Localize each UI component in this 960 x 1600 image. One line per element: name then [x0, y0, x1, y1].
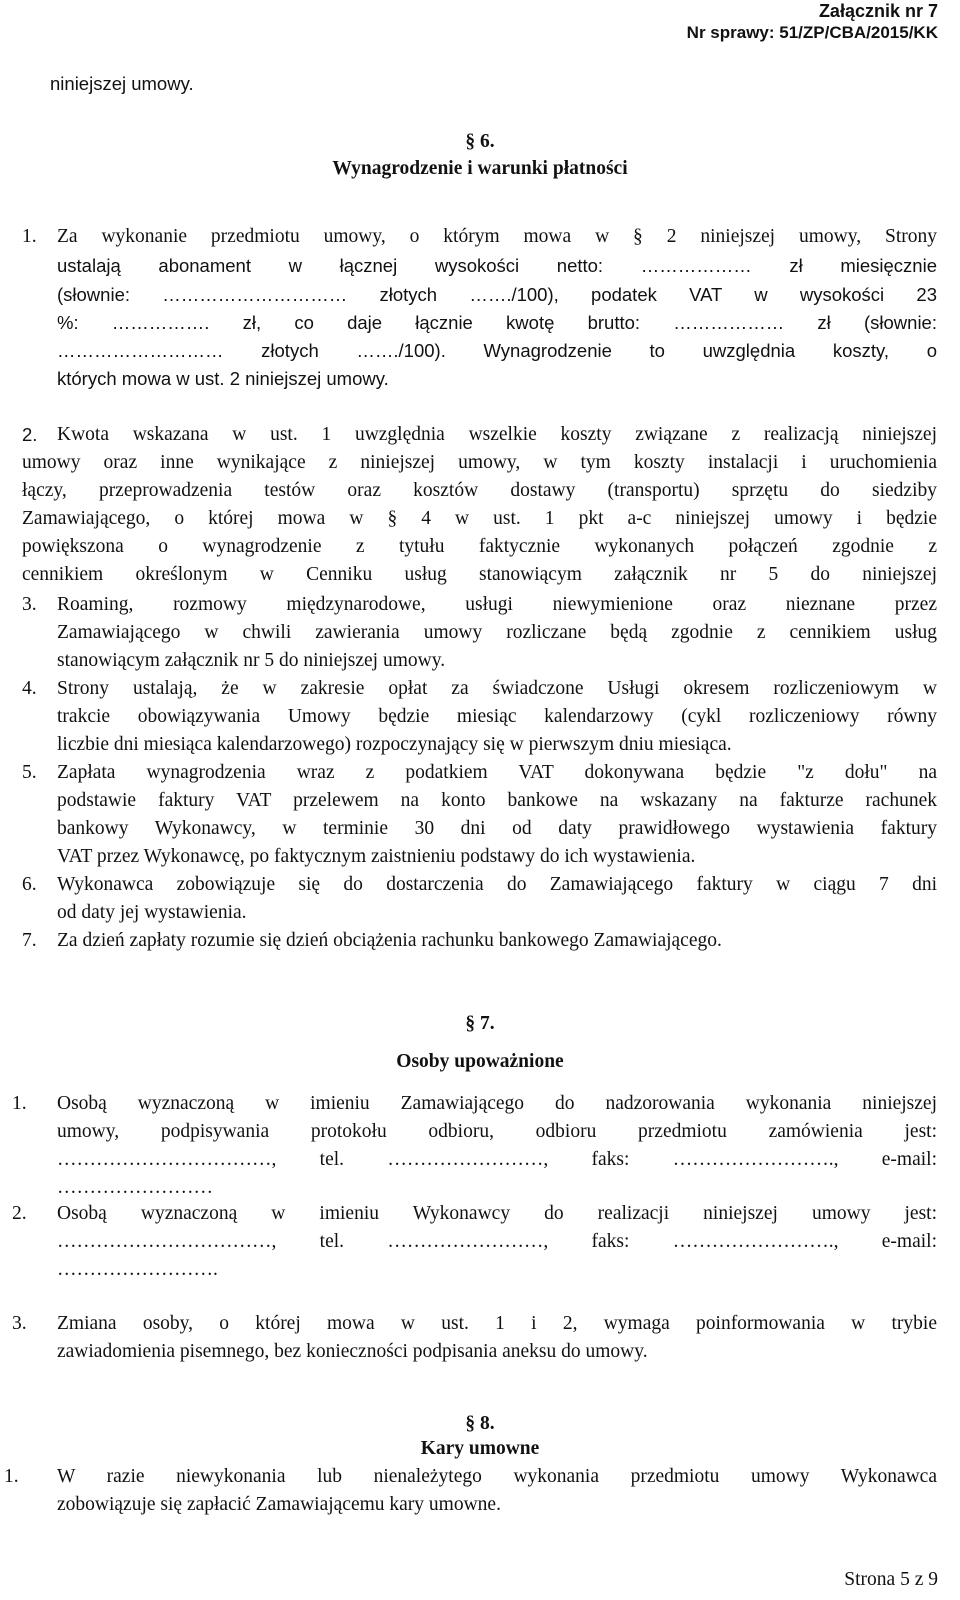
attachment-label: Załącznik nr 7: [818, 1, 938, 21]
section-7-title: Osoby upoważnione: [396, 1051, 564, 1072]
s6-item-5-number: 5.: [22, 762, 37, 783]
s7-item-1-number: 1.: [12, 1093, 27, 1114]
s6-line: cennikiem określonym w Cenniku usług stanowiącym załącznik nr 5 do niniejszej: [22, 564, 937, 585]
s6-line: od daty jej wystawienia.: [57, 902, 247, 923]
s6-line: (słownie: ………………………… złotych ……./100), podatek VAT w wysokości 23: [57, 284, 937, 305]
s7-item-2-number: 2.: [12, 1203, 27, 1224]
s8-line: W razie niewykonania lub nienależytego wykonania przedmiotu umowy Wykonawca: [57, 1466, 937, 1487]
s6-line: podstawie faktury VAT przelewem na konto bankowe na wskazany na fakturze rachunek: [57, 790, 937, 811]
s6-line: Zamawiającego, o której mowa w § 4 w ust. 1 pkt a-c niniejszej umowy i będzie: [22, 508, 937, 529]
s7-line: Zmiana osoby, o której mowa w ust. 1 i 2, wymaga poinformowania w trybie: [57, 1313, 937, 1334]
s7-line: ……………………: [57, 1177, 213, 1198]
s6-line: których mowa w ust. 2 niniejszej umowy.: [57, 368, 389, 389]
s6-line: Strony ustalają, że w zakresie opłat za świadczone Usługi okresem rozliczeniowym w: [57, 678, 937, 699]
s6-line: ustalają abonament w łącznej wysokości netto: ……………… zł miesięcznie: [57, 255, 937, 276]
s6-line: umowy oraz inne wynikające z niniejszej umowy, w tym koszty instalacji i uruchomienia: [22, 452, 937, 473]
section-7-number: § 7.: [465, 1013, 495, 1034]
s6-line: powiększona o wynagrodzenie z tytułu faktycznie wykonanych połączeń zgodnie z: [22, 536, 937, 557]
section-6-number: § 6.: [465, 131, 495, 152]
s7-item-3-number: 3.: [12, 1313, 27, 1334]
s6-item-2-number: 2.: [22, 424, 38, 445]
case-number: Nr sprawy: 51/ZP/CBA/2015/KK: [686, 23, 938, 42]
section-6-title: Wynagrodzenie i warunki płatności: [332, 158, 628, 179]
s7-line: ……………………………, tel. ……………………, faks: ……………………., e-mail:: [57, 1231, 937, 1252]
s6-line: łączy, przeprowadzenia testów oraz kosztów dostawy (transportu) sprzętu do siedziby: [22, 480, 937, 501]
s6-line: ……………………… złotych ……./100). Wynagrodzenie to uwzględnia koszty, o: [57, 340, 937, 361]
s8-item-1-number: 1.: [4, 1466, 19, 1487]
s6-line: Zapłata wynagrodzenia wraz z podatkiem VAT dokonywana będzie "z dołu" na: [57, 762, 937, 783]
s6-line: trakcie obowiązywania Umowy będzie miesiąc kalendarzowy (cykl rozliczeniowy równy: [57, 706, 937, 727]
s6-line: Za wykonanie przedmiotu umowy, o którym mowa w § 2 niniejszej umowy, Strony: [57, 226, 937, 247]
s7-line: Osobą wyznaczoną w imieniu Zamawiającego do nadzorowania wykonania niniejszej: [57, 1093, 937, 1114]
section-8-number: § 8.: [465, 1413, 495, 1434]
s6-line: Kwota wskazana w ust. 1 uwzględnia wszelkie koszty związane z realizacją niniejszej: [57, 424, 937, 445]
s8-line: zobowiązuje się zapłacić Zamawiającemu kary umowne.: [57, 1494, 501, 1515]
s6-line: bankowy Wykonawcy, w terminie 30 dni od daty prawidłowego wystawienia faktury: [57, 818, 937, 839]
s6-item-7-number: 7.: [22, 930, 37, 951]
s6-item-4-number: 4.: [22, 678, 37, 699]
page-header: [687, 0, 938, 44]
s6-item-1-number: 1.: [22, 226, 37, 247]
s6-line: Za dzień zapłaty rozumie się dzień obciążenia rachunku bankowego Zamawiającego.: [57, 930, 722, 951]
page-number: Strona 5 z 9: [844, 1569, 938, 1590]
s6-line: VAT przez Wykonawcę, po faktycznym zaistnieniu podstawy do ich wystawienia.: [57, 846, 696, 867]
s7-line: zawiadomienia pisemnego, bez konieczności podpisania aneksu do umowy.: [57, 1341, 648, 1362]
s7-line: Osobą wyznaczoną w imieniu Wykonawcy do realizacji niniejszej umowy jest:: [57, 1203, 937, 1224]
s7-line: ……………………………, tel. ……………………, faks: ……………………., e-mail:: [57, 1149, 937, 1170]
s6-item-3-number: 3.: [22, 594, 37, 615]
s6-line: Zamawiającego w chwili zawierania umowy rozliczane będą zgodnie z cennikiem usług: [57, 622, 937, 643]
s6-line: stanowiącym załącznik nr 5 do niniejszej umowy.: [57, 650, 446, 671]
intro-line: niniejszej umowy.: [50, 73, 194, 94]
s7-line: umowy, podpisywania protokołu odbioru, odbioru przedmiotu zamówienia jest:: [57, 1121, 937, 1142]
s7-line: …………………….: [57, 1259, 218, 1280]
s6-line: Wykonawca zobowiązuje się do dostarczenia do Zamawiającego faktury w ciągu 7 dni: [57, 874, 937, 895]
s6-item-6-number: 6.: [22, 874, 37, 895]
s6-line: Roaming, rozmowy międzynarodowe, usługi niewymienione oraz nieznane przez: [57, 594, 937, 615]
s6-line: %: ……………. zł, co daje łącznie kwotę brutto: ……………… zł (słownie:: [57, 312, 937, 333]
s6-line: liczbie dni miesiąca kalendarzowego) rozpoczynający się w pierwszym dniu miesiąca.: [57, 734, 732, 755]
section-8-title: Kary umowne: [420, 1438, 540, 1459]
